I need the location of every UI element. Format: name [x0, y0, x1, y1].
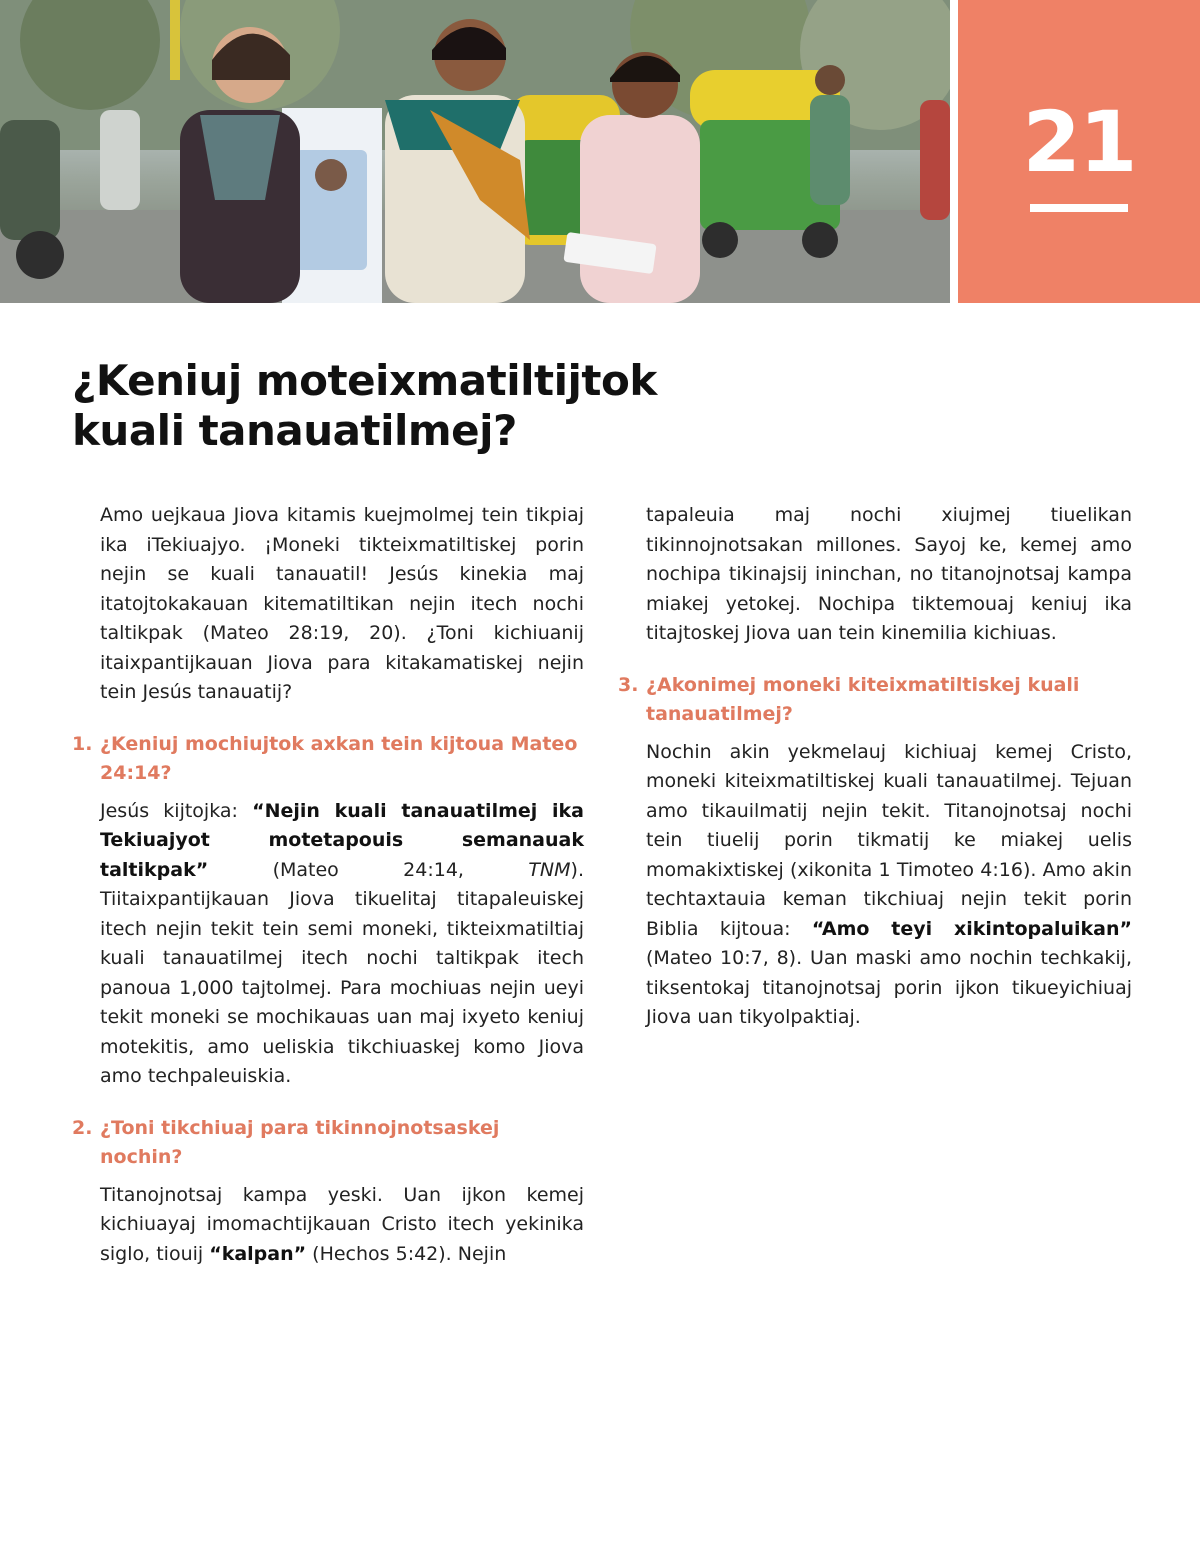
lesson-number-badge — [958, 0, 1200, 303]
question-1-number: 1. — [72, 732, 93, 755]
answer-2-quote: “kalpan” — [209, 1242, 307, 1265]
answer-1-part-b: (Mateo 24:14, — [208, 858, 529, 881]
page-title — [72, 356, 772, 456]
question-3-number: 3. — [618, 673, 639, 696]
answer-1 — [72, 797, 584, 1092]
answer-3 — [618, 738, 1132, 1033]
answer-1-quote: “Nejin kuali tanauatilmej ika Tekiuajyot motetapouis semanauak taltikpak” — [100, 799, 584, 881]
question-3-text: ¿Akonimej moneki kiteixmatiltiskej kuali tanauatilmej? — [646, 673, 1080, 725]
answer-1-ref: TNM — [528, 858, 571, 881]
answer-2 — [72, 1181, 584, 1270]
intro-paragraph: Amo uejkaua Jiova kitamis kuejmolmej tein tikpiaj ika iTekiuajyo. ¡Moneki tikteixmatiltiskej porin nejin se kuali tanauatil! Jesús kinekia maj itatojtokakauan kitematiltikan nejin itech nochi taltikpak (Mateo 28:19, 20). ¿Toni kichiuanij itaixpantijkauan Jiova para kitakamatiskej nejin tein Jesús tanauatij? — [100, 504, 584, 703]
question-2-text: ¿Toni tikchiuaj para tikinnojnotsaskej nochin? — [100, 1116, 500, 1168]
question-1-text: ¿Keniuj mochiujtok axkan tein kijtoua Mateo 24:14? — [100, 732, 578, 784]
title-line-2: kuali tanauatilmej? — [72, 406, 517, 455]
left-column — [72, 501, 584, 1269]
answer-2-continued: tapaleuia maj nochi xiujmej tiuelikan tikinnojnotsakan millones. Sayoj ke, kemej amo nochipa tikinajsij ininchan, no titanojnotsaj kampa miakej yetokej. Nochipa tiktemouaj keniuj ika titajtoskej Jiova uan tein kinemilia kichiuas. — [646, 504, 1132, 644]
lesson-number: 21 — [1022, 93, 1136, 191]
answer-2-part-b: (Hechos 5:42). Nejin — [306, 1242, 507, 1265]
badge-underline — [1030, 204, 1128, 212]
answer-1-part-c: ). Tiitaixpantijkauan Jiova tikuelitaj titapaleuiskej itech nejin tekit tein semi moneki, tikteixmatiltiaj kuali tanauatilmej itech nochi taltikpak itech panoua 1,000 tajtolmej. Para mochiuas nejin ueyi tekit moneki se mochikauas uan maj ixyeto keniuj motekitis, amo ueliskia tikchiuaskej komo Jiova amo techpaleuiskia. — [100, 858, 584, 1087]
hero-photo — [0, 0, 950, 303]
question-1 — [72, 730, 584, 789]
title-line-1: ¿Keniuj moteixmatiltijtok — [72, 356, 657, 405]
question-2 — [72, 1114, 584, 1173]
question-2-number: 2. — [72, 1116, 93, 1139]
hero-scene — [0, 0, 950, 303]
answer-2-part-a: Titanojnotsaj kampa yeski. Uan ijkon kemej kichiuayaj imomachtijkauan Cristo itech yekinika siglo, tiouij — [100, 1183, 584, 1265]
question-3 — [618, 671, 1132, 730]
answer-3-part-b: (Mateo 10:7, 8). Uan maski amo nochin techkakij, tiksentokaj titanojnotsaj porin ijkon tikueyichiuaj Jiova uan tikyolpaktiaj. — [646, 947, 1132, 1028]
answer-1-part-a: Jesús kijtojka: — [100, 799, 253, 822]
answer-3-quote: “Amo teyi xikintopaluikan” — [811, 917, 1132, 940]
right-column — [618, 501, 1132, 1033]
answer-3-part-a: Nochin akin yekmelauj kichiuaj kemej Cristo, moneki kiteixmatiltiskej kuali tanauatilmej. Tejuan amo tikauilmatij nejin tekit. Titanojnotsaj nochi tein tiuelij porin tikmatij ke miakej uelis momakixtiskej (xikonita 1 Timoteo 4:16). Amo akin techtaxtauia keman tikchiuaj nejin tekit porin Biblia kijtoua: — [646, 740, 1132, 940]
